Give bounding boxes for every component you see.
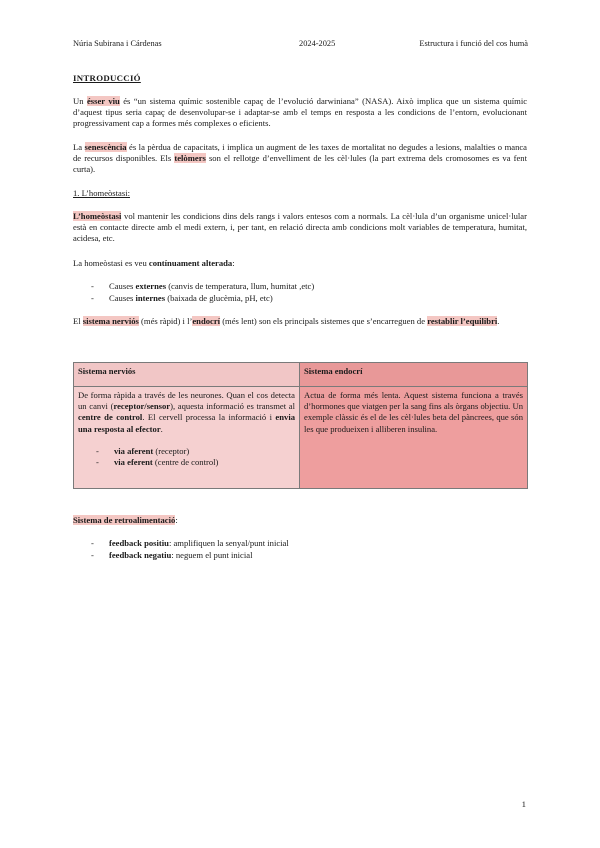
table-header-nervios: Sistema nerviós [74, 363, 300, 387]
list-item: - Causes externes (canvis de temperatura, llum, humitat ,etc) [91, 281, 314, 293]
page-header [73, 38, 528, 50]
highlight-senescencia: senescència [84, 142, 127, 152]
intro-title: INTRODUCCIÓ [73, 73, 141, 83]
header-author: Núria Subirana i Cárdenas [73, 39, 162, 48]
systems-table [73, 362, 528, 489]
list-item: - feedback negatiu: neguem el punt inicial [91, 550, 289, 562]
intro-paragraph-2: La senescència és la pèrdua de capacitats, i implica un augment de les taxes de mortalitat no degudes a lesions, malalties o manca de recursos disponibles. Els telòmers son el rellotge d’envelliment de les cèl·lules (la part extrema dels cromosomes es va fent curta). [73, 142, 527, 175]
header-subject: Estructura i funció del cos humà [419, 39, 528, 48]
vias-list [96, 446, 295, 469]
homeostasi-paragraph-1: L’homeòstasi vol mantenir les condicions dins dels rangs i valors entesos com a normals. La cèl·lula d’un organisme unicel·lular està en contacte directe amb el medi extern, i, per tant, en relació directa amb condicions molt variables de temperatura, humitat, acidesa, etc. [73, 211, 527, 244]
highlight-esser-viu: ésser viu [86, 96, 120, 106]
list-item: - feedback positiu: amplifiquen la senyal/punt inicial [91, 538, 289, 550]
highlight-homeostasi: L’homeòstasi [73, 211, 122, 221]
causes-list [91, 281, 314, 304]
homeostasi-paragraph-2: La homeòstasi es veu contínuament alterada: [73, 258, 235, 268]
list-item: - via aferent (receptor) [96, 446, 295, 458]
feedback-heading: Sistema de retroalimentació: [73, 515, 178, 525]
highlight-telomers: telòmers [174, 153, 206, 164]
feedback-list [91, 538, 289, 561]
homeostasi-paragraph-3: El sistema nerviós (més ràpid) i l’endocrí (més lent) son els principals sistemes que s’encarreguen de restablir l’equilibri. [73, 316, 500, 326]
table-cell-nervios: De forma ràpida a través de les neurones. Quan el cos detecta un canvi (receptor/sensor), aquesta informació es transmet al centre de control. El cervell processa la informació i envia una resposta al efector. - via aferent (receptor) - via eferent (centre de control) [74, 387, 300, 489]
table-header-endocri: Sistema endocrí [300, 363, 528, 387]
table-cell-endocri: Actua de forma més lenta. Aquest sistema funciona a través d’hormones que viatgen per la sang fins als òrgans objectiu. Un exemple clàssic és el de les cèl·lules beta del pàncrees, que són les que produeixen i alliberen insulina. [300, 387, 528, 489]
header-year: 2024-2025 [299, 39, 336, 48]
list-item: - Causes internes (baixada de glucèmia, pH, etc) [91, 293, 314, 305]
page-number: 1 [521, 799, 526, 809]
homeostasi-heading: 1. L’homeòstasi: [73, 188, 130, 198]
intro-paragraph-1: Un ésser viu és “un sistema químic sostenible capaç de l’evolució darwiniana” (NASA). Això implica que un sistema químic d’aquest tipus seria capaç de desenvolupar-se i adaptar-se amb el temps en resposta a les condicions de l’entorn, evolucionant progressivament cap a formes més complexes o eficients. [73, 96, 528, 129]
list-item: - via eferent (centre de control) [96, 457, 295, 469]
